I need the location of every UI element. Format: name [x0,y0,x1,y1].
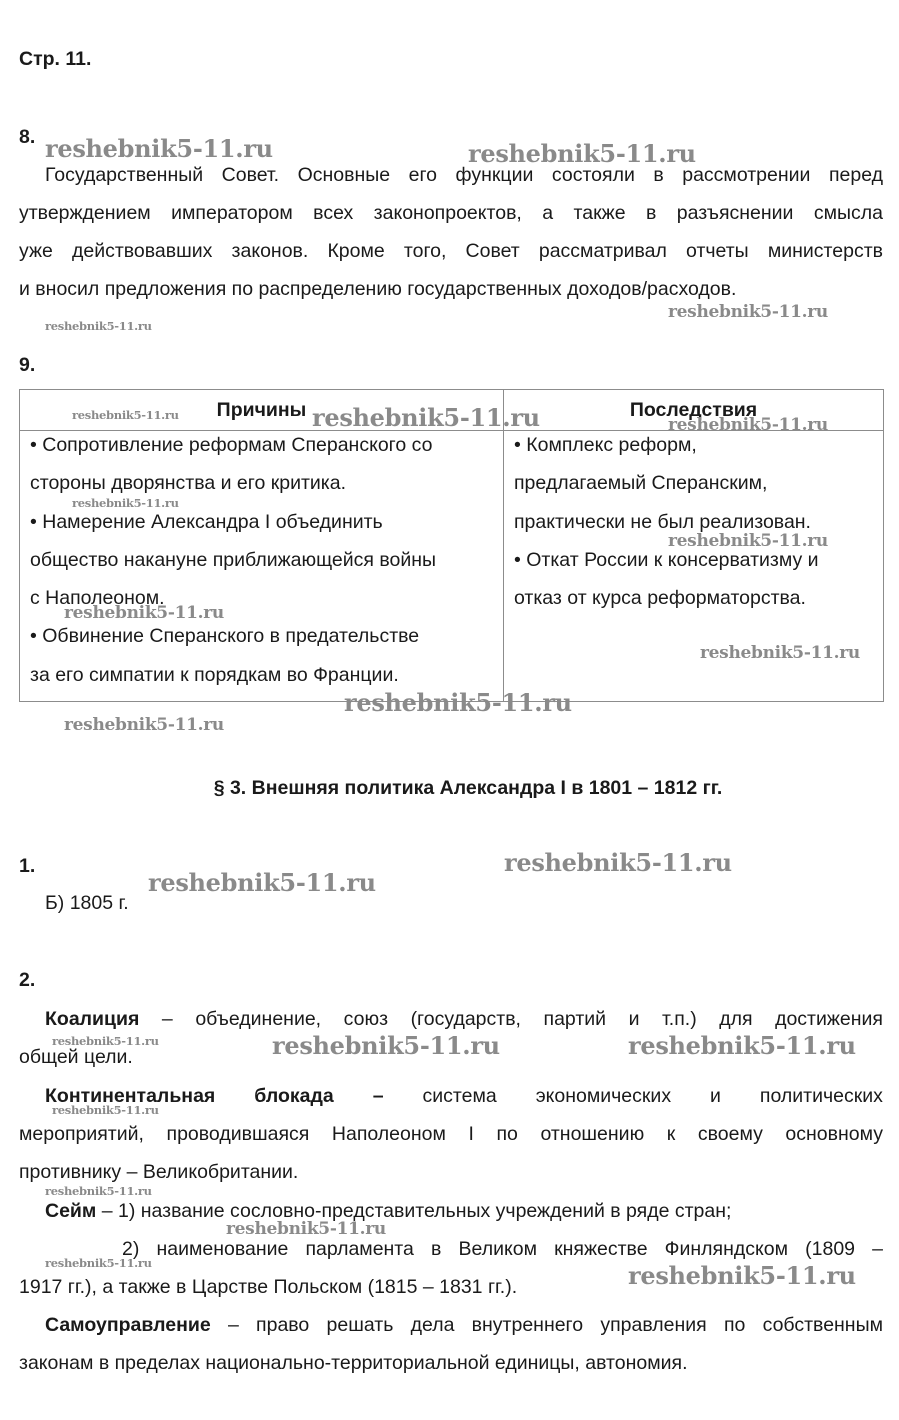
watermark: reshebnik5-11.ru [272,1031,500,1060]
blokada-line-1 [45,1084,883,1108]
blokada-dash: – [372,1085,384,1107]
consequence-line: практически не был реализован. [514,510,811,533]
watermark: reshebnik5-11.ru [148,868,376,897]
watermark: reshebnik5-11.ru [504,848,732,877]
cause-line: с Наполеоном. [30,587,165,610]
consequence-line: предлагаемый Сперанским, [514,472,768,495]
cause-line: общество накануне приближающейся войны [30,548,437,571]
seim-line-1 [45,1199,883,1223]
task1-answer: Б) 1805 г. [45,892,129,914]
watermark: reshebnik5-11.ru [668,415,828,435]
koalitsiya-line-1 [45,1007,883,1031]
causes-cell [20,431,504,702]
task8-line-2: утверждением императором всех законопроектов, а также в разъяснении смысла [19,202,883,224]
watermark: reshebnik5-11.ru [72,408,179,422]
watermark: reshebnik5-11.ru [64,603,224,623]
samoupravlenie-term: Самоуправление [45,1314,211,1336]
samoupravlenie-line-2: законам в пределах национально-территориальной единицы, автономия. [19,1352,688,1374]
watermark: reshebnik5-11.ru [700,643,860,663]
cause-line: • Сопротивление реформам Сперанского со [30,434,433,456]
consequence-line: отказ от курса реформаторства. [514,587,806,610]
samoupravlenie-definition: – право решать дела внутреннего управления по собственным [210,1314,883,1336]
consequence-line: • Откат России к консерватизму и [514,548,819,571]
watermark: reshebnik5-11.ru [312,403,540,432]
task9-number: 9. [19,354,36,376]
seim-term: Сейм [45,1200,97,1222]
consequence-line: • Комплекс реформ, [514,434,697,456]
watermark: reshebnik5-11.ru [64,715,224,735]
koalitsiya-term: Коалиция [45,1008,140,1030]
blokada-word: и [710,1085,721,1107]
cause-line: • Обвинение Сперанского в предательстве [30,625,420,648]
task8-number: 8. [19,126,36,148]
watermark: reshebnik5-11.ru [45,1256,152,1270]
blokada-word: экономических [535,1085,672,1107]
seim-definition: – 1) название сословно-представительных учреждений в ряде стран; [96,1200,732,1222]
task8-line-1: Государственный Совет. Основные его функции состояли в рассмотрении перед [45,164,883,186]
blokada-term-word: блокада [254,1085,334,1107]
watermark: reshebnik5-11.ru [668,531,828,551]
cause-line: стороны дворянства и его критика. [30,472,347,495]
watermark: reshebnik5-11.ru [628,1261,856,1290]
section-title: § 3. Внешняя политика Александра I в 1801 – 1812 гг. [213,777,723,799]
watermark: reshebnik5-11.ru [344,688,572,717]
koalitsiya-definition: – объединение, союз (государств, партий и т.п.) для достижения [139,1008,883,1030]
blokada-term-word: Континентальная [45,1085,216,1107]
watermark: reshebnik5-11.ru [668,302,828,322]
table-header-consequences: Последствия [504,390,884,431]
blokada-word: политических [759,1085,883,1107]
watermark: reshebnik5-11.ru [72,496,179,510]
watermark: reshebnik5-11.ru [45,1184,152,1198]
blokada-word: система [422,1085,497,1107]
task8-line-4: и вносил предложения по распределению государственных доходов/расходов. [19,278,737,300]
samoupravlenie-line-1 [45,1313,883,1337]
seim-line-3: 1917 гг.), а также в Царстве Польском (1815 – 1831 гг.). [19,1276,518,1298]
page-header: Стр. 11. [19,48,92,70]
seim-line-2: 2) наименование парламента в Великом княжестве Финляндском (1809 – [122,1238,883,1260]
task8-line-3: уже действовавших законов. Кроме того, Совет рассматривал отчеты министерств [19,240,883,262]
cause-line: • Намерение Александра I объединить [30,510,383,533]
watermark: reshebnik5-11.ru [52,1034,159,1048]
watermark: reshebnik5-11.ru [226,1219,386,1239]
table-header-causes: Причины [20,390,504,431]
watermark: reshebnik5-11.ru [45,319,152,333]
watermark: reshebnik5-11.ru [628,1031,856,1060]
task1-number: 1. [19,855,36,877]
blokada-line-3: противнику – Великобритании. [19,1161,299,1183]
cause-line: за его симпатии к порядкам во Франции. [30,663,399,686]
watermark: reshebnik5-11.ru [468,139,696,168]
watermark: reshebnik5-11.ru [45,134,273,163]
task2-number: 2. [19,969,36,991]
blokada-line-2: мероприятий, проводившаяся Наполеоном I по отношению к своему основному [19,1123,883,1145]
watermark: reshebnik5-11.ru [52,1103,159,1117]
koalitsiya-line-2: общей цели. [19,1046,133,1068]
